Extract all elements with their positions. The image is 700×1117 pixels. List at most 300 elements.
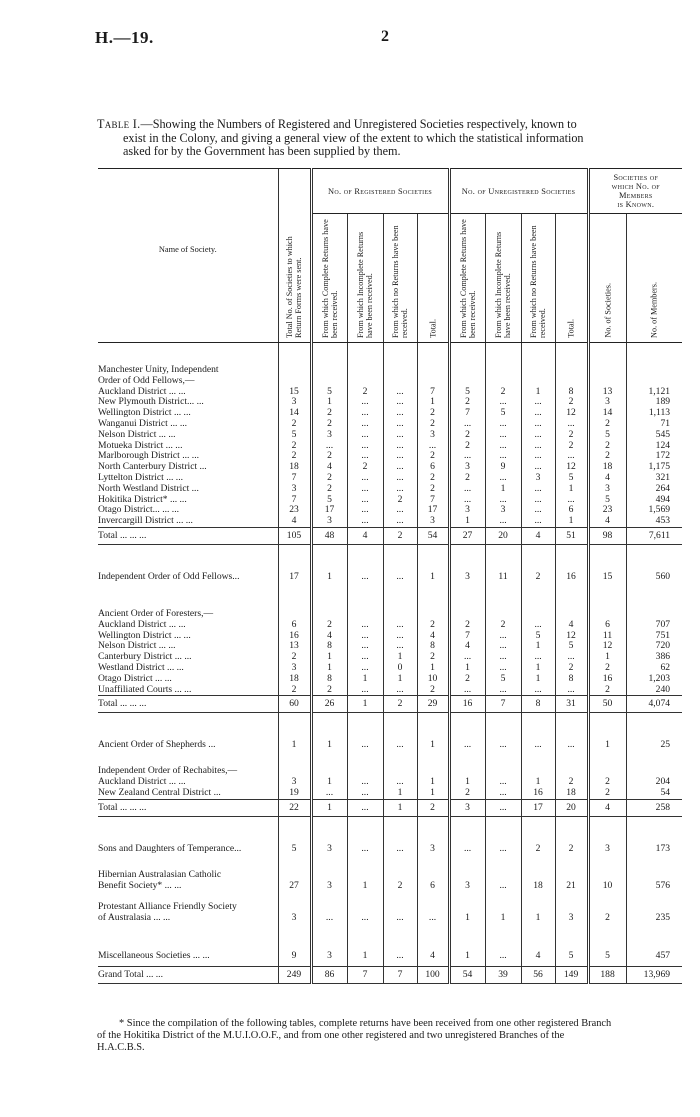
- table-row: [98, 451, 682, 462]
- value-cell: 1,569: [626, 505, 682, 516]
- table-row: [98, 735, 682, 755]
- value-cell: 2: [555, 441, 588, 452]
- table-row: [98, 567, 682, 587]
- value-cell: 2: [521, 567, 555, 587]
- value-cell: ...: [485, 685, 521, 696]
- value-cell: 11: [485, 567, 521, 587]
- value-cell: ...: [347, 505, 383, 516]
- value-cell: 17: [521, 799, 555, 816]
- value-cell: 2: [347, 462, 383, 473]
- value-cell: 2: [588, 777, 626, 788]
- value-cell: 2: [417, 408, 449, 419]
- document-reference: H.—19.: [95, 28, 154, 47]
- value-cell: 3: [588, 839, 626, 859]
- society-name-cell: Nelson District ... ...: [98, 429, 176, 440]
- value-cell: 1: [521, 387, 555, 398]
- value-cell: 1: [417, 777, 449, 788]
- value-cell: ...: [383, 473, 417, 484]
- society-name-cell: Auckland District ... ...: [98, 619, 186, 630]
- value-cell: ...: [485, 451, 521, 462]
- value-cell: 149: [555, 966, 588, 983]
- value-cell: 2: [278, 685, 311, 696]
- table-row: [98, 799, 682, 816]
- value-cell: 15: [588, 567, 626, 587]
- value-cell: ...: [417, 441, 449, 452]
- value-cell: 1: [521, 674, 555, 685]
- value-cell: 17: [417, 505, 449, 516]
- value-cell: 27: [278, 881, 311, 892]
- value-cell: ...: [521, 441, 555, 452]
- value-cell: 7: [383, 966, 417, 983]
- value-cell: 20: [485, 527, 521, 544]
- value-cell: 2: [383, 495, 417, 506]
- value-cell: 2: [278, 652, 311, 663]
- value-cell: 2: [311, 685, 347, 696]
- value-cell: 1: [311, 799, 347, 816]
- society-name-cell: New Zealand Central District ...: [98, 787, 221, 798]
- society-name-cell: Benefit Society* ... ...: [98, 880, 182, 891]
- table-row: [98, 462, 682, 473]
- value-cell: ...: [347, 631, 383, 642]
- value-cell: ...: [485, 516, 521, 527]
- value-cell: ...: [383, 685, 417, 696]
- value-cell: ...: [485, 652, 521, 663]
- value-cell: 12: [588, 641, 626, 652]
- value-cell: 2: [417, 419, 449, 430]
- value-cell: 86: [311, 966, 347, 983]
- column-header-unreg-incomplete: From which Incomplete Returns have been received.: [485, 214, 521, 343]
- value-cell: ...: [347, 788, 383, 799]
- value-cell: 3: [449, 505, 485, 516]
- column-header-reg-no-returns: From which no Returns have been received.: [383, 214, 417, 343]
- table-row: [98, 609, 682, 620]
- value-cell: 7: [449, 631, 485, 642]
- value-cell: 1: [311, 397, 347, 408]
- society-name-cell: Miscellaneous Societies ... ...: [98, 949, 210, 961]
- value-cell: ...: [485, 419, 521, 430]
- value-cell: 2: [383, 696, 417, 713]
- value-cell: 13,969: [626, 966, 682, 983]
- value-cell: ...: [485, 735, 521, 755]
- value-cell: ...: [521, 419, 555, 430]
- value-cell: 18: [588, 462, 626, 473]
- value-cell: 1: [311, 652, 347, 663]
- value-cell: 2: [555, 839, 588, 859]
- table-row: [98, 652, 682, 663]
- value-cell: 54: [417, 527, 449, 544]
- value-cell: ...: [347, 652, 383, 663]
- table-row: [98, 430, 682, 441]
- value-cell: ...: [347, 913, 383, 924]
- value-cell: 2: [311, 419, 347, 430]
- value-cell: 4: [311, 462, 347, 473]
- value-cell: 7: [278, 473, 311, 484]
- table-row: [98, 516, 682, 527]
- value-cell: ...: [383, 946, 417, 967]
- value-cell: ...: [449, 451, 485, 462]
- value-cell: [383, 365, 417, 376]
- value-cell: ...: [347, 441, 383, 452]
- value-cell: 3: [311, 881, 347, 892]
- value-cell: 173: [626, 839, 682, 859]
- value-cell: [347, 376, 383, 387]
- value-cell: [485, 365, 521, 376]
- value-cell: ...: [347, 641, 383, 652]
- value-cell: 5: [555, 946, 588, 967]
- value-cell: 2: [417, 652, 449, 663]
- table-row: [98, 685, 682, 696]
- value-cell: [347, 870, 383, 881]
- value-cell: 18: [278, 462, 311, 473]
- value-cell: 18: [278, 674, 311, 685]
- value-cell: 5: [311, 387, 347, 398]
- table-row: [98, 505, 682, 516]
- value-cell: 1: [347, 674, 383, 685]
- value-cell: 3: [278, 484, 311, 495]
- value-cell: 23: [588, 505, 626, 516]
- value-cell: 2: [449, 620, 485, 631]
- value-cell: 4: [521, 527, 555, 544]
- value-cell: 5: [521, 631, 555, 642]
- society-name-cell: Lyttelton District ... ...: [98, 472, 184, 483]
- value-cell: 31: [555, 696, 588, 713]
- society-name-cell: of Australasia ... ...: [98, 913, 171, 924]
- value-cell: [485, 870, 521, 881]
- value-cell: 2: [555, 397, 588, 408]
- value-cell: 3: [311, 946, 347, 967]
- value-cell: [311, 870, 347, 881]
- value-cell: 15: [278, 387, 311, 398]
- value-cell: ...: [555, 495, 588, 506]
- value-cell: ...: [311, 913, 347, 924]
- value-cell: 2: [383, 527, 417, 544]
- value-cell: 3: [311, 839, 347, 859]
- value-cell: 1: [555, 484, 588, 495]
- value-cell: ...: [555, 419, 588, 430]
- value-cell: ...: [521, 735, 555, 755]
- value-cell: ...: [383, 777, 417, 788]
- value-cell: 18: [555, 788, 588, 799]
- value-cell: 4: [555, 620, 588, 631]
- value-cell: 1: [521, 913, 555, 924]
- value-cell: 1: [311, 777, 347, 788]
- value-cell: 5: [311, 495, 347, 506]
- column-header-no-members: No. of Members.: [626, 214, 682, 343]
- value-cell: 2: [449, 788, 485, 799]
- value-cell: ...: [347, 799, 383, 816]
- spacer-row: [98, 891, 682, 902]
- value-cell: 4: [588, 799, 626, 816]
- value-cell: [311, 365, 347, 376]
- value-cell: [626, 365, 682, 376]
- value-cell: 50: [588, 696, 626, 713]
- value-cell: 3: [449, 799, 485, 816]
- column-header-name: Name of Society.: [98, 169, 278, 343]
- society-name-cell: Total ... ... ...: [98, 696, 278, 713]
- spacer-row: [98, 924, 682, 946]
- value-cell: 1: [417, 788, 449, 799]
- value-cell: 4: [347, 527, 383, 544]
- value-cell: 8: [311, 641, 347, 652]
- value-cell: ...: [383, 913, 417, 924]
- value-cell: 3: [588, 484, 626, 495]
- value-cell: 494: [626, 495, 682, 506]
- value-cell: 2: [278, 451, 311, 462]
- value-cell: ...: [383, 567, 417, 587]
- value-cell: 8: [555, 387, 588, 398]
- value-cell: 9: [485, 462, 521, 473]
- value-cell: 1: [485, 484, 521, 495]
- value-cell: 1: [347, 946, 383, 967]
- value-cell: 2: [588, 451, 626, 462]
- value-cell: 5: [555, 641, 588, 652]
- value-cell: 264: [626, 484, 682, 495]
- value-cell: 56: [521, 966, 555, 983]
- value-cell: 2: [555, 430, 588, 441]
- value-cell: [626, 376, 682, 387]
- value-cell: 2: [417, 620, 449, 631]
- value-cell: [485, 376, 521, 387]
- value-cell: 2: [311, 620, 347, 631]
- value-cell: 7: [417, 387, 449, 398]
- spacer-row: [98, 816, 682, 839]
- value-cell: 2: [588, 441, 626, 452]
- spacer-row: [98, 713, 682, 736]
- value-cell: 3: [311, 430, 347, 441]
- society-name-cell: North Canterbury District ...: [98, 462, 207, 473]
- society-name-cell: Wellington District ... ...: [98, 408, 191, 419]
- value-cell: 3: [417, 839, 449, 859]
- value-cell: 720: [626, 641, 682, 652]
- value-cell: [555, 376, 588, 387]
- society-name-cell: Westland District ... ...: [98, 662, 184, 673]
- value-cell: ...: [383, 441, 417, 452]
- value-cell: ...: [347, 620, 383, 631]
- table-row: [98, 696, 682, 713]
- table-row: [98, 495, 682, 506]
- value-cell: 5: [485, 674, 521, 685]
- value-cell: [521, 376, 555, 387]
- value-cell: ...: [347, 473, 383, 484]
- column-header-no-societies: No. of Societies.: [588, 214, 626, 343]
- footnote-line-3: H.A.C.B.S.: [97, 1042, 145, 1053]
- value-cell: 2: [449, 674, 485, 685]
- table-row: [98, 777, 682, 788]
- table-row: [98, 484, 682, 495]
- value-cell: ...: [347, 397, 383, 408]
- value-cell: ...: [347, 777, 383, 788]
- value-cell: ...: [555, 451, 588, 462]
- value-cell: 2: [588, 419, 626, 430]
- value-cell: ...: [347, 419, 383, 430]
- value-cell: ...: [347, 567, 383, 587]
- value-cell: 5: [555, 473, 588, 484]
- value-cell: 1: [521, 641, 555, 652]
- value-cell: ...: [485, 777, 521, 788]
- value-cell: 2: [417, 685, 449, 696]
- value-cell: ...: [521, 505, 555, 516]
- value-cell: ...: [383, 462, 417, 473]
- value-cell: 3: [485, 505, 521, 516]
- value-cell: 124: [626, 441, 682, 452]
- value-cell: [521, 870, 555, 881]
- society-name-cell: Total ... ... ...: [98, 527, 278, 544]
- table-row: [98, 913, 682, 924]
- value-cell: 7: [449, 408, 485, 419]
- table-row: [98, 641, 682, 652]
- value-cell: 2: [417, 484, 449, 495]
- value-cell: 16: [555, 567, 588, 587]
- value-cell: ...: [485, 397, 521, 408]
- value-cell: 2: [311, 484, 347, 495]
- society-name-cell: Auckland District ... ...: [98, 777, 186, 788]
- value-cell: 1: [555, 516, 588, 527]
- value-cell: 2: [521, 839, 555, 859]
- value-cell: 4: [521, 946, 555, 967]
- caption-line-1: —Showing the Numbers of Registered and Unregistered Societies respectively, known to: [140, 117, 577, 131]
- table-row: [98, 881, 682, 892]
- value-cell: 1: [383, 799, 417, 816]
- column-header-unreg-complete: From which Complete Returns have been received.: [449, 214, 485, 343]
- value-cell: ...: [383, 451, 417, 462]
- value-cell: ...: [449, 419, 485, 430]
- value-cell: ...: [347, 516, 383, 527]
- table-row: [98, 365, 682, 376]
- value-cell: ...: [555, 652, 588, 663]
- value-cell: 5: [449, 387, 485, 398]
- value-cell: 0: [383, 663, 417, 674]
- value-cell: 6: [278, 620, 311, 631]
- value-cell: ...: [485, 946, 521, 967]
- value-cell: 12: [555, 631, 588, 642]
- society-name-cell: Nelson District ... ...: [98, 641, 176, 652]
- value-cell: 4: [417, 946, 449, 967]
- society-name-cell: Hokitika District* ... ...: [98, 494, 187, 505]
- value-cell: ...: [383, 430, 417, 441]
- table-row: [98, 839, 682, 859]
- table-row: [98, 766, 682, 777]
- value-cell: 23: [278, 505, 311, 516]
- value-cell: [626, 870, 682, 881]
- value-cell: 1: [521, 777, 555, 788]
- value-cell: 1: [278, 735, 311, 755]
- value-cell: 1: [417, 567, 449, 587]
- column-header-reg-total: Total.: [417, 214, 449, 343]
- value-cell: [626, 902, 682, 913]
- value-cell: ...: [555, 685, 588, 696]
- value-cell: 1: [311, 735, 347, 755]
- value-cell: ...: [555, 735, 588, 755]
- value-cell: ...: [521, 484, 555, 495]
- value-cell: 1: [417, 735, 449, 755]
- column-header-unreg-no-returns: From which no Returns have been received.: [521, 214, 555, 343]
- value-cell: ...: [485, 495, 521, 506]
- value-cell: 3: [417, 430, 449, 441]
- value-cell: 21: [555, 881, 588, 892]
- value-cell: 8: [521, 696, 555, 713]
- value-cell: [588, 365, 626, 376]
- value-cell: 17: [278, 567, 311, 587]
- table-row: [98, 902, 682, 913]
- value-cell: 453: [626, 516, 682, 527]
- table-row: [98, 870, 682, 881]
- value-cell: ...: [311, 788, 347, 799]
- value-cell: ...: [521, 430, 555, 441]
- column-group-unregistered: No. of Unregistered Societies: [449, 169, 588, 214]
- value-cell: ...: [383, 620, 417, 631]
- value-cell: 16: [449, 696, 485, 713]
- society-name-cell: Wanganui District ... ...: [98, 418, 188, 429]
- value-cell: ...: [449, 685, 485, 696]
- society-name-cell: Wellington District ... ...: [98, 630, 191, 641]
- value-cell: 1,113: [626, 408, 682, 419]
- value-cell: 5: [588, 946, 626, 967]
- value-cell: [383, 376, 417, 387]
- value-cell: 54: [449, 966, 485, 983]
- spacer-row: [98, 587, 682, 609]
- value-cell: ...: [485, 663, 521, 674]
- value-cell: ...: [485, 788, 521, 799]
- value-cell: 4: [278, 516, 311, 527]
- value-cell: [347, 365, 383, 376]
- value-cell: ...: [347, 735, 383, 755]
- value-cell: 2: [417, 799, 449, 816]
- value-cell: 39: [485, 966, 521, 983]
- value-cell: ...: [347, 484, 383, 495]
- value-cell: 240: [626, 685, 682, 696]
- value-cell: 1: [417, 397, 449, 408]
- table-row: [98, 397, 682, 408]
- table-label: Table I.: [97, 117, 141, 131]
- table-row: [98, 788, 682, 799]
- value-cell: 1: [521, 663, 555, 674]
- value-cell: 11: [588, 631, 626, 642]
- value-cell: 3: [278, 777, 311, 788]
- value-cell: 48: [311, 527, 347, 544]
- value-cell: ...: [521, 451, 555, 462]
- value-cell: ...: [485, 881, 521, 892]
- value-cell: 3: [449, 462, 485, 473]
- value-cell: 3: [278, 397, 311, 408]
- value-cell: 1: [588, 652, 626, 663]
- value-cell: 1: [347, 696, 383, 713]
- value-cell: ...: [383, 735, 417, 755]
- value-cell: 22: [278, 799, 311, 816]
- value-cell: 1: [347, 881, 383, 892]
- footnote-line-2: of the Hokitika District of the M.U.I.O.O.F., and from one other registered and two unregistered Branches of the: [97, 1030, 565, 1041]
- society-name-cell: Auckland District ... ...: [98, 386, 186, 397]
- society-name-cell: Otago District ... ...: [98, 673, 172, 684]
- value-cell: 3: [449, 881, 485, 892]
- value-cell: 1: [311, 663, 347, 674]
- value-cell: ...: [383, 505, 417, 516]
- value-cell: [449, 376, 485, 387]
- value-cell: 2: [555, 663, 588, 674]
- value-cell: 204: [626, 777, 682, 788]
- value-cell: 545: [626, 430, 682, 441]
- value-cell: 576: [626, 881, 682, 892]
- value-cell: [588, 870, 626, 881]
- value-cell: 17: [311, 505, 347, 516]
- value-cell: 3: [521, 473, 555, 484]
- value-cell: [588, 376, 626, 387]
- value-cell: 2: [449, 441, 485, 452]
- society-name-cell: North Westland District ...: [98, 483, 199, 494]
- table-row: [98, 527, 682, 544]
- caption-line-3: asked for by the Government has been supplied by them.: [123, 144, 401, 158]
- value-cell: 10: [588, 881, 626, 892]
- value-cell: [417, 365, 449, 376]
